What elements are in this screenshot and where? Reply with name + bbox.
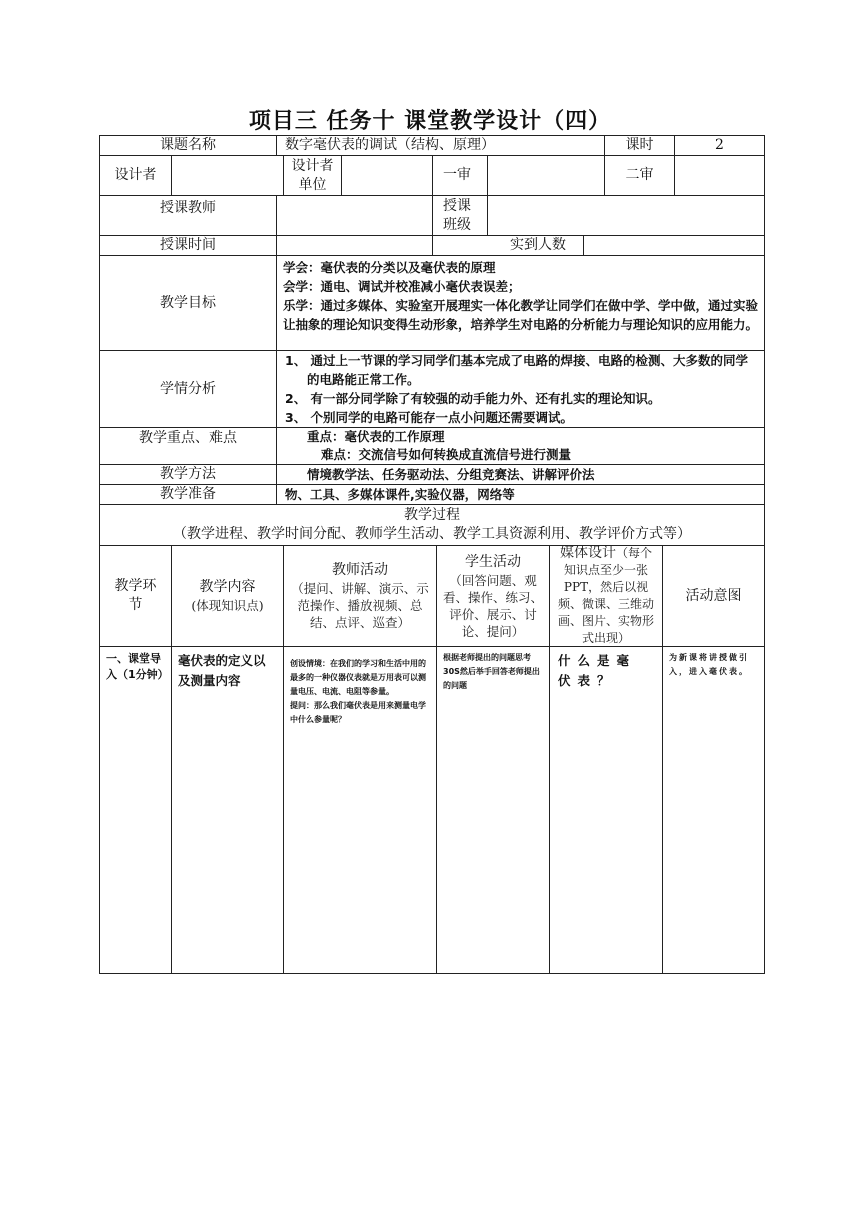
analysis-line: 2、 有一部分同学除了有较强的动手能力外、还有扎实的理论知识。: [285, 391, 661, 406]
course-name-label: 课题名称: [99, 135, 276, 155]
methods-label: 教学方法: [99, 464, 276, 484]
row1-content: 毫伏表的定义以及测量内容: [171, 646, 283, 973]
header-content-sub: (体现知识点): [191, 598, 264, 613]
analysis-line: 1、 通过上一节课的学习同学们基本完成了电路的焊接、电路的检测、大多数的同学的电路能正常工作。: [285, 353, 749, 387]
header-teacher-sub: （提问、讲解、演示、示范操作、播放视频、总结、点评、巡查）: [291, 581, 429, 630]
row1-teacher-question: 提问：那么我们毫伏表是用来测量电学中什么参量呢？: [290, 701, 426, 724]
header-student-title: 学生活动: [465, 553, 521, 570]
table-bottom-border: [99, 973, 765, 974]
header-media-text: [556, 545, 656, 646]
attendance-value: [583, 235, 764, 255]
difficulty-point: 难点：交流信号如何转换成直流信号进行测量: [321, 447, 572, 462]
preparation-label: 教学准备: [99, 484, 276, 504]
header-intent: 活动意图: [662, 545, 764, 646]
hours-value: 2: [674, 135, 764, 155]
teacher-label: 授课教师: [99, 195, 276, 235]
objectives-content: [276, 255, 764, 350]
class-value: [487, 195, 764, 235]
analysis-line: 3、 个别同学的电路可能存一点小问题还需要调试。: [285, 410, 574, 425]
row1-media: 什么是毫伏表？: [549, 646, 662, 973]
keypoints-content: [276, 427, 764, 464]
header-content-title: 教学内容: [199, 579, 256, 595]
review1-label: 一审: [432, 155, 487, 195]
attendance-label: 实到人数: [432, 235, 583, 255]
designer-unit-value: [341, 155, 432, 195]
process-title: 教学过程: [404, 507, 460, 523]
row1-teacher: [283, 646, 436, 973]
course-name-value: 数字毫伏表的调试（结构、原理）: [276, 135, 604, 155]
row1-intent: 为新课将讲授做引入，进入毫伏表。: [662, 646, 764, 973]
review2-label: 二审: [604, 155, 674, 195]
header-student: [436, 545, 549, 646]
time-value: [276, 235, 432, 255]
objective-line: 会学：通电、调试并校准减小毫伏表误差；: [283, 279, 521, 294]
time-label: 授课时间: [99, 235, 276, 255]
analysis-content: [276, 350, 764, 427]
keypoints-label: 教学重点、难点: [99, 427, 276, 464]
teacher-value: [276, 195, 432, 235]
header-media: [549, 545, 662, 646]
header-teacher: [283, 545, 436, 646]
process-heading: [99, 504, 764, 545]
key-point: 重点：毫伏表的工作原理: [307, 429, 445, 444]
header-teacher-title: 教师活动: [332, 562, 388, 578]
designer-unit-label: 设计者单位: [283, 155, 341, 195]
hours-label: 课时: [604, 135, 674, 155]
objective-line: 学会：毫伏表的分类以及毫伏表的原理: [283, 260, 496, 275]
review2-value: [674, 155, 764, 195]
designer-value: [171, 155, 283, 195]
document-title: 项目三 任务十 课堂教学设计（四）: [248, 109, 612, 134]
class-label: 授课班级: [432, 195, 487, 235]
row1-teacher-situation: 创设情境：在我们的学习和生活中用的最多的一种仪器仪表就是万用表可以测量电压、电流、电阻等参量。: [290, 659, 426, 696]
row1-stage: 一、课堂导入（1分钟）: [99, 646, 171, 973]
preparation-value: 物、工具、多媒体课件,实验仪器，网络等: [276, 484, 764, 504]
header-stage: 教学环节: [99, 545, 171, 646]
header-media-title: 媒体设计: [559, 545, 616, 561]
designer-label: 设计者: [99, 155, 171, 195]
table-right-border: [764, 135, 765, 974]
review1-value: [487, 155, 604, 195]
analysis-label: 学情分析: [99, 350, 276, 427]
row1-student: 根据老师提出的问题思考30S然后举手回答老师提出的问题: [436, 646, 549, 973]
objective-line: 乐学：通过多媒体、实验室开展理实一体化教学让同学们在做中学、学中做，通过实验让抽象的理论知识变得生动形象，培养学生对电路的分析能力与理论知识的应用能力。: [283, 298, 759, 332]
process-subtitle: （教学进程、教学时间分配、教师学生活动、教学工具资源利用、教学评价方式等）: [173, 526, 691, 542]
header-student-sub: （回答问题、观看、操作、练习、评价、展示、讨论、提问）: [443, 572, 544, 639]
objectives-label: 教学目标: [99, 255, 276, 350]
header-media-sub: （每个知识点至少一张PPT，然后以视频、微课、三维动画、图片、实物形式出现）: [557, 546, 654, 645]
methods-value: 情境教学法、任务驱动法、分组竞赛法、讲解评价法: [276, 464, 764, 484]
header-content: [171, 545, 283, 646]
